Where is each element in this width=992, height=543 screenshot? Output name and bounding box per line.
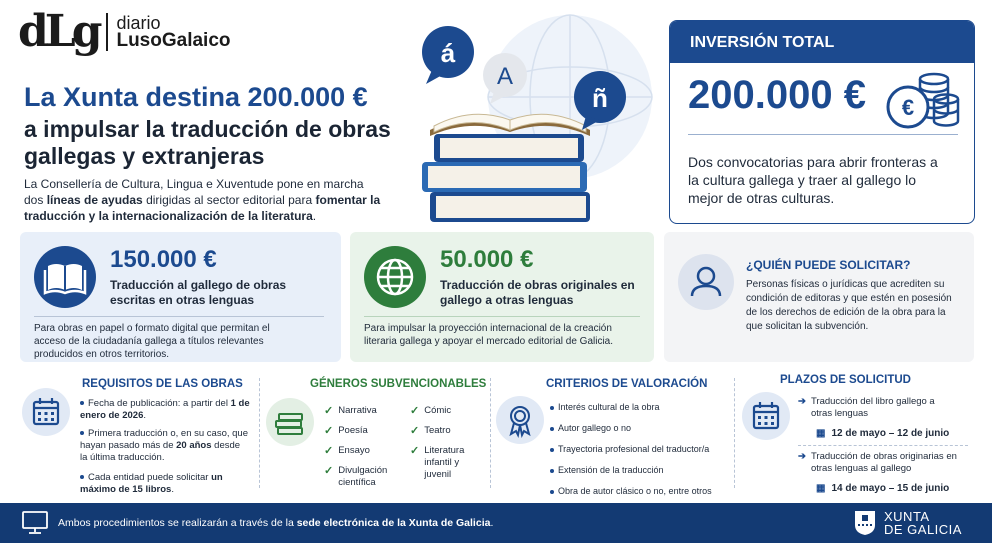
line1-description: Para obras en papel o formato digital que permitan el acceso de la ciudadanía gallega a títulos relevantes producidos en otros territorios.	[34, 323, 270, 360]
accent-bubble	[422, 26, 474, 84]
award-ribbon-icon	[496, 396, 544, 444]
criteria-item: Autor gallego o no	[550, 422, 730, 434]
genre-item: ✓ Divulgación científica	[324, 465, 388, 488]
investment-amount: 200.000 €	[688, 73, 866, 117]
deadlines-title: PLAZOS DE SOLICITUD	[780, 374, 911, 386]
who-description: Personas físicas o jurídicas que acrediten su condición de editoras y que estén en posesión de los derechos de edición de la obra para la que solicitan la subvención.	[746, 279, 952, 332]
investment-box	[669, 20, 975, 224]
arrow-right-icon: ➔	[798, 451, 806, 462]
logo-mark: dLg	[18, 6, 99, 57]
requirements-item-first-translation: Primera traducción o, en su caso, que hayan pasado más de 20 años desde la última traducción.	[80, 428, 249, 463]
who-can-apply-card	[664, 232, 974, 362]
site-logo[interactable]	[18, 6, 231, 57]
logo-wordmark	[116, 14, 230, 50]
calendar-icon	[22, 388, 70, 436]
hero-illustration	[410, 12, 660, 227]
monitor-icon	[22, 511, 48, 540]
calendar-small-icon: ▦	[816, 483, 826, 494]
calendar-icon	[742, 392, 790, 440]
genre-item: ✓ Poesía	[324, 425, 368, 437]
requirements-title: REQUISITOS DE LAS OBRAS	[82, 378, 243, 390]
intro-paragraph: La Consellería de Cultura, Lingua e Xuventude pone en marcha dos líneas de ayudas dirigidas al sector editorial para fomentar la traducción y la internacionalización de la literatura.	[24, 177, 381, 223]
genres-list-2	[410, 405, 485, 481]
genres-title: GÉNEROS SUBVENCIONABLES	[310, 378, 487, 390]
genre-item: ✓ Narrativa	[324, 405, 377, 417]
genre-item: ✓ Literatura infantil y juvenil	[410, 445, 465, 480]
logo-line1: diario	[116, 13, 161, 33]
user-icon	[678, 254, 734, 310]
genre-item: ✓ Ensayo	[324, 445, 370, 457]
line1-amount: 150.000 €	[110, 246, 217, 273]
requirements-item-date: Fecha de publicación: a partir del 1 de enero de 2026.	[80, 398, 250, 421]
criteria-item: Interés cultural de la obra	[550, 401, 730, 413]
deadline-divider	[798, 445, 968, 446]
svg-text:€: €	[901, 95, 915, 120]
xunta-wordmark: XUNTA DE GALICIA	[884, 509, 962, 537]
criteria-item: Trayectoria profesional del traductor/a	[550, 443, 730, 455]
globe-icon	[364, 246, 426, 308]
deadline-1-label: ➔ Traducción del libro gallego a otras lenguas	[798, 396, 935, 419]
svg-text:á: á	[440, 38, 456, 68]
logo-line2: LusoGalaico	[116, 30, 231, 51]
xunta-logo[interactable]	[854, 510, 962, 536]
criteria-item: Obra de autor clásico o no, entre otros	[550, 485, 730, 497]
genre-item: ✓ Teatro	[410, 425, 451, 437]
line1-divider	[34, 316, 324, 317]
svg-text:A: A	[496, 63, 514, 90]
criteria-item: Extensión de la traducción	[550, 464, 730, 476]
investment-divider	[688, 134, 958, 135]
euro-coins-icon	[882, 69, 962, 129]
line2-description: Para impulsar la proyección internacional de la creación literaria gallega y apoyar el mercado editorial de Galicia.	[364, 323, 614, 347]
investment-description: Dos convocatorias para abrir fronteras a la cultura gallega y traer al gallego lo mejor de otras culturas.	[688, 154, 938, 206]
deadline-1-dates: ▦ 12 de mayo – 12 de junio	[816, 428, 950, 439]
line2-title: Traducción de obras originales en gallego a otras lenguas	[440, 278, 635, 307]
book-open-icon	[34, 246, 96, 308]
line1-title: Traducción al gallego de obras escritas en otras lenguas	[110, 278, 287, 307]
line2-amount: 50.000 €	[440, 246, 534, 273]
section-divider	[490, 378, 491, 488]
calendar-small-icon: ▦	[816, 428, 826, 439]
who-title: ¿QUIÉN PUEDE SOLICITAR?	[746, 258, 911, 272]
headline-amount: La Xunta destina 200.000 €	[24, 82, 368, 112]
headline-subtitle: a impulsar la traducción de obras gallegas y extranjeras	[24, 116, 391, 169]
galicia-shield-icon	[854, 510, 876, 536]
section-divider	[259, 378, 260, 488]
requirements-item-max-books: Cada entidad puede solicitar un máximo de 15 libros.	[80, 472, 223, 495]
footer-bar	[0, 503, 992, 543]
deadline-2-label: ➔ Traducción de obras originarias en otras lenguas al gallego	[798, 451, 957, 474]
genre-item: ✓ Cómic	[410, 405, 452, 417]
logo-divider	[106, 13, 108, 51]
footer-text: Ambos procedimientos se realizarán a través de la sede electrónica de la Xunta de Galicia.	[58, 517, 494, 529]
investment-header: INVERSIÓN TOTAL	[670, 21, 974, 63]
books-stack-icon	[266, 398, 314, 446]
criteria-list	[550, 401, 730, 497]
deadline-2-dates: ▦ 14 de mayo – 15 de junio	[816, 483, 950, 494]
svg-text:ñ: ñ	[592, 83, 608, 113]
line-card-translation-from-galician	[350, 232, 654, 362]
section-divider	[734, 378, 735, 488]
line2-divider	[364, 316, 640, 317]
arrow-right-icon: ➔	[798, 396, 806, 407]
criteria-title: CRITERIOS DE VALORACIÓN	[546, 378, 708, 390]
line-card-translation-into-galician	[20, 232, 341, 362]
genres-list-1	[324, 405, 404, 489]
